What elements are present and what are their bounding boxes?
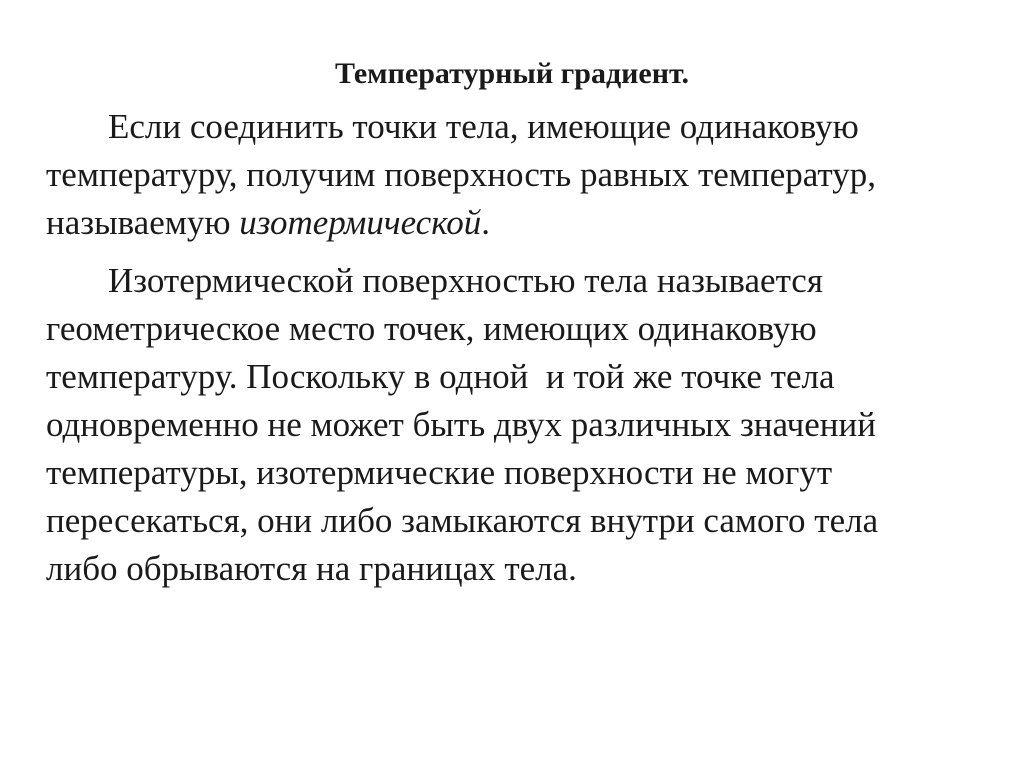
paragraph-line: либо обрываются на границах тела. [46,549,577,588]
paragraph-spacer [46,247,1006,257]
paragraph-line: температуры, изотермические поверхности не могут [46,453,833,492]
paragraph-line: пересекаться, они либо замыкаются внутри самого тела [46,501,879,540]
paragraph-line: одновременно не может быть двух различных значений [46,405,876,444]
paragraph-isothermal-surface [46,257,1006,593]
slide-body [46,103,1006,593]
paragraph-line: температуру. Поскольку в одной и той же точке тела [46,357,835,396]
paragraph-line [46,199,1006,247]
slide-title: Температурный градиент. [335,57,689,90]
paragraph-line: Изотермической поверхностью тела называется [108,261,823,300]
paragraph-line: Если соединить точки тела, имеющие одинаковую [108,107,859,146]
paragraph-line: геометрическое место точек, имеющих одинаковую [46,309,817,348]
paragraph-line: температуру, получим поверхность равных температур, [46,155,876,194]
paragraph-isothermal-definition [46,103,1006,247]
text-span: называемую [46,203,240,242]
italic-term: изотермической [239,203,482,242]
text-span: . [481,203,490,242]
